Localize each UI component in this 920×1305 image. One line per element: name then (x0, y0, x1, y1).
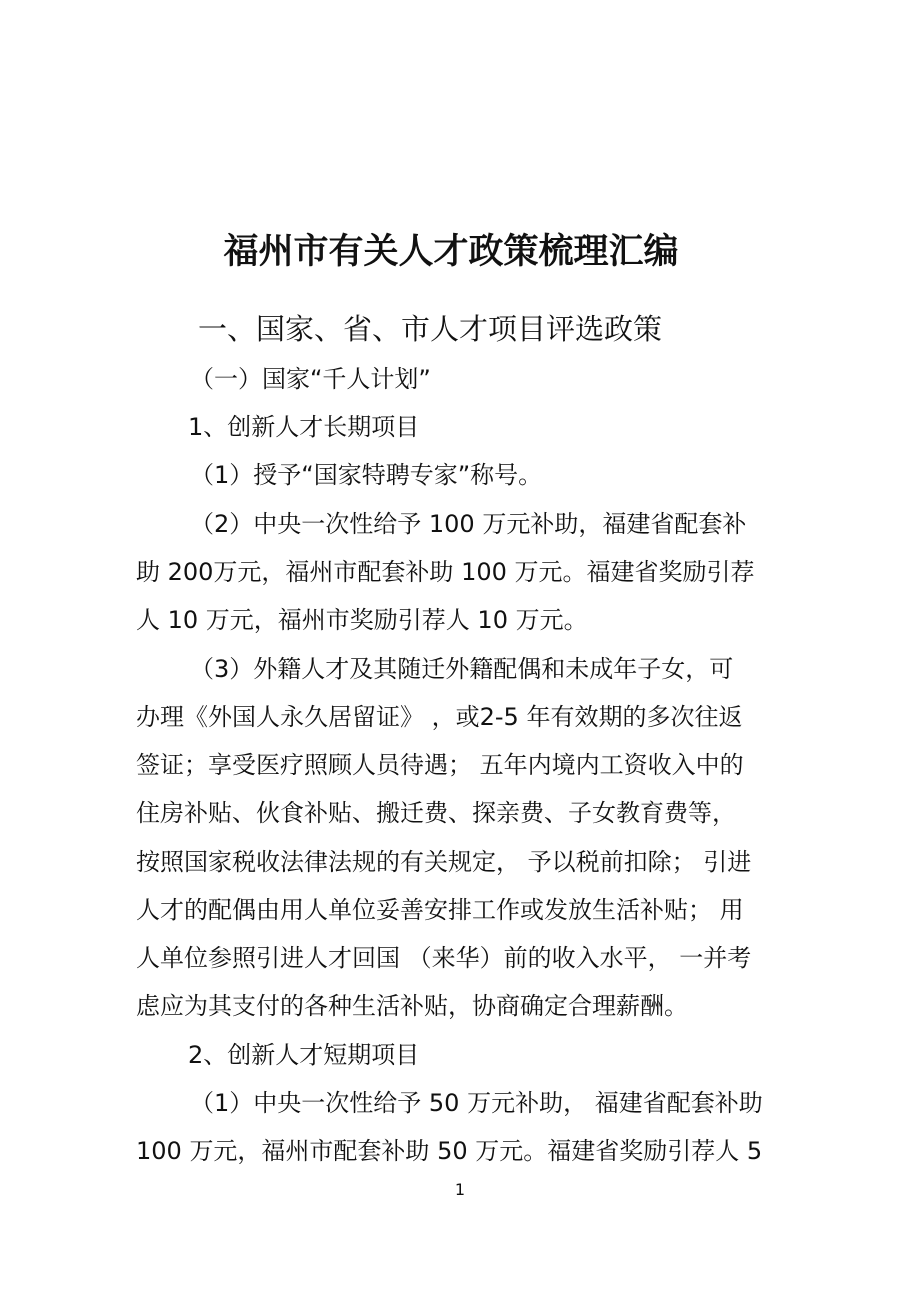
paragraph-line: 签证；享受医疗照顾人员待遇； 五年内境内工资收入中的 (136, 751, 744, 779)
paragraph-line: （1）中央一次性给予 50 万元补助， 福建省配套补助 (190, 1089, 763, 1117)
paragraph-line: 助 200万元，福州市配套补助 100 万元。福建省奖励引荐 (136, 558, 755, 586)
section-heading: 一、国家、省、市人才项目评选政策 (198, 312, 663, 346)
paragraph-line: 人单位参照引进人才回国 （来华）前的收入水平， 一并考 (136, 944, 752, 972)
paragraph-line: 办理《外国人永久居留证》 ，或2-5 年有效期的多次往返 (136, 703, 743, 731)
item-heading: 1、创新人才长期项目 (188, 413, 420, 441)
paragraph-line: （1）授予“国家特聘专家”称号。 (190, 461, 543, 489)
subsection-heading: （一）国家“千人计划” (190, 365, 431, 393)
paragraph-line: （2）中央一次性给予 100 万元补助，福建省配套补 (190, 510, 747, 538)
paragraph-line: 虑应为其支付的各种生活补贴，协商确定合理薪酬。 (136, 992, 688, 1020)
item-heading: 2、创新人才短期项目 (188, 1041, 420, 1069)
document-title: 福州市有关人才政策梳理汇编 (223, 232, 679, 273)
paragraph-line: 人 10 万元，福州市奖励引荐人 10 万元。 (136, 606, 588, 634)
paragraph-line: 人才的配偶由用人单位妥善安排工作或发放生活补贴； 用 (136, 896, 744, 924)
page-number: 1 (454, 1180, 466, 1199)
paragraph-line: 100 万元，福州市配套补助 50 万元。福建省奖励引荐人 5 (136, 1137, 763, 1165)
paragraph-line: 住房补贴、伙食补贴、搬迁费、探亲费、子女教育费等， (136, 799, 736, 827)
paragraph-line: （3）外籍人才及其随迁外籍配偶和未成年子女，可 (190, 655, 734, 683)
paragraph-line: 按照国家税收法律法规的有关规定， 予以税前扣除； 引进 (136, 848, 752, 876)
